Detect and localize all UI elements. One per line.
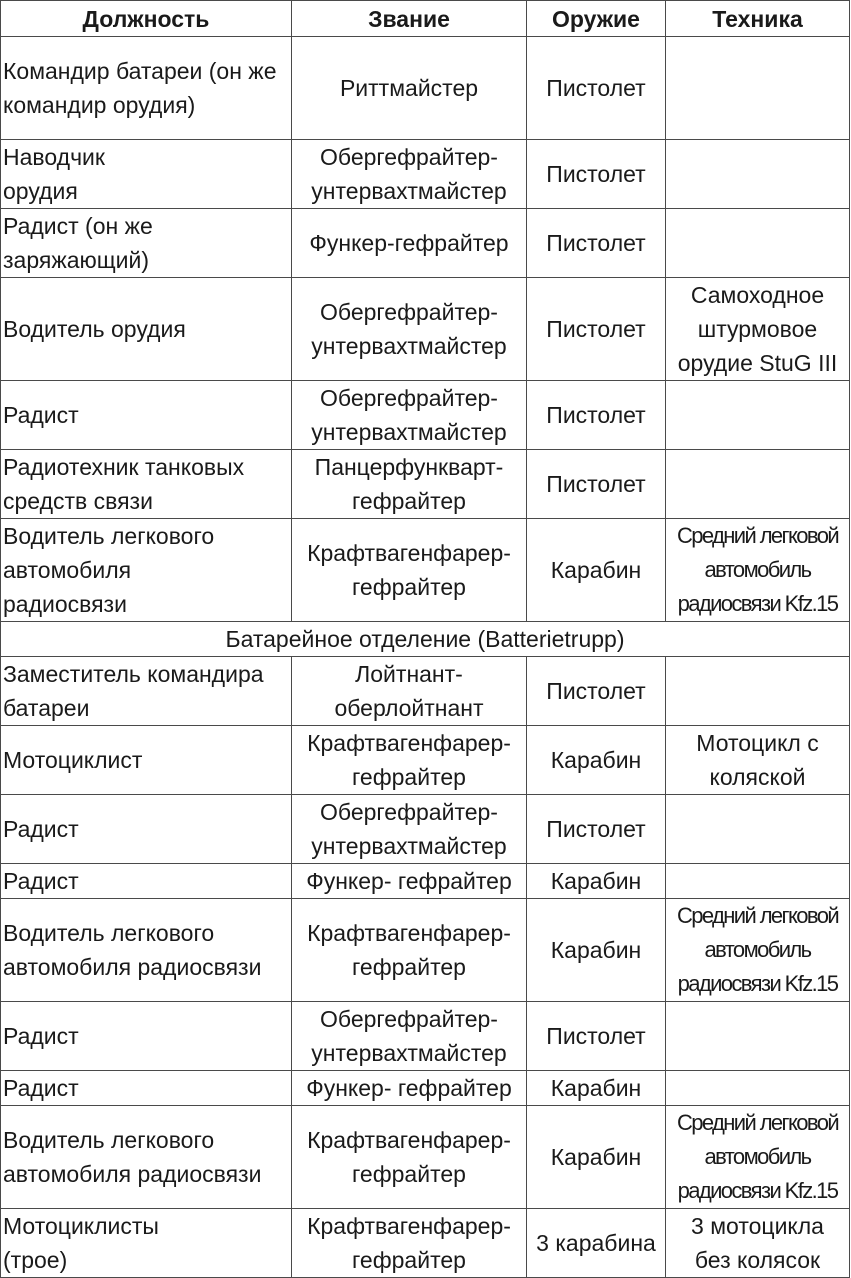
cell-rank: [292, 1106, 527, 1209]
header-rank: Звание: [292, 1, 527, 37]
header-equipment: Техника: [666, 1, 850, 37]
cell-equipment: [666, 1002, 850, 1071]
table-row: [1, 864, 850, 899]
cell-position: [1, 1209, 292, 1278]
cell-equipment: [666, 726, 850, 795]
rank-text: Лойтнант-оберлойтнант: [334, 661, 484, 721]
table-row: [1, 278, 850, 381]
cell-weapon: Пистолет: [527, 209, 666, 278]
section-title: Батарейное отделение (Batterietrupp): [1, 622, 850, 657]
cell-position: Заместитель командира батареи: [1, 657, 292, 726]
cell-rank: Функер- гефрайтер: [292, 1071, 527, 1106]
cell-weapon: Пистолет: [527, 1002, 666, 1071]
rank-text: Обергефрайтер-унтервахтмайстер: [311, 1006, 507, 1066]
cell-equipment: Средний легковой автомобиль радиосвязи Kfz.15: [666, 1106, 850, 1209]
cell-position: Командир батареи (он же командир орудия): [1, 37, 292, 140]
cell-weapon: Карабин: [527, 1071, 666, 1106]
cell-rank: Риттмайстер: [292, 37, 527, 140]
rank-text: Обергефрайтер-унтервахтмайстер: [311, 144, 507, 204]
table-row: [1, 657, 850, 726]
position-text: Мотоциклисты (трое): [3, 1213, 159, 1273]
cell-weapon: Пистолет: [527, 278, 666, 381]
cell-rank: [292, 450, 527, 519]
cell-weapon: Карабин: [527, 519, 666, 622]
cell-weapon: Пистолет: [527, 795, 666, 864]
cell-equipment: Средний легковой автомобиль радиосвязи Kfz.15: [666, 899, 850, 1002]
table-row: [1, 1002, 850, 1071]
cell-rank: [292, 519, 527, 622]
cell-position: [1, 140, 292, 209]
cell-position: Водитель легкового автомобиля радиосвязи: [1, 899, 292, 1002]
cell-rank: Функер- гефрайтер: [292, 864, 527, 899]
cell-weapon: Карабин: [527, 1106, 666, 1209]
table-row: [1, 519, 850, 622]
cell-rank: [292, 899, 527, 1002]
header-weapon: Оружие: [527, 1, 666, 37]
cell-equipment: [666, 1071, 850, 1106]
cell-equipment: [666, 381, 850, 450]
cell-rank: [292, 657, 527, 726]
cell-equipment: [666, 795, 850, 864]
rank-text: Крафтвагенфарер-гефрайтер: [307, 730, 511, 790]
table-row: [1, 1209, 850, 1278]
cell-rank: [292, 1002, 527, 1071]
cell-rank: [292, 278, 527, 381]
cell-position: Водитель легкового автомобиля радиосвязи: [1, 1106, 292, 1209]
table-row: [1, 726, 850, 795]
cell-equipment: [666, 37, 850, 140]
table-row: [1, 381, 850, 450]
cell-rank: [292, 1209, 527, 1278]
rank-text: Обергефрайтер-унтервахтмайстер: [311, 799, 507, 859]
cell-rank: [292, 726, 527, 795]
cell-position: Радиотехник танковых средств связи: [1, 450, 292, 519]
rank-text: Обергефрайтер-унтервахтмайстер: [311, 385, 507, 445]
cell-equipment: Самоходное штурмовое орудие StuG III: [666, 278, 850, 381]
equipment-text: 3 мотоцикла без колясок: [691, 1213, 824, 1273]
position-text: Водитель легкового автомобиля радиосвязи: [3, 523, 215, 617]
section-row: [1, 622, 850, 657]
table-row: [1, 37, 850, 140]
table-row: [1, 450, 850, 519]
cell-position: Радист: [1, 1071, 292, 1106]
cell-position: Мотоциклист: [1, 726, 292, 795]
cell-position: Радист: [1, 795, 292, 864]
cell-rank: [292, 381, 527, 450]
cell-equipment: Средний легковой автомобиль радиосвязи Kfz.15: [666, 519, 850, 622]
rank-text: Крафтвагенфарер-гефрайтер: [307, 540, 511, 600]
cell-weapon: Карабин: [527, 899, 666, 1002]
cell-position: Радист: [1, 864, 292, 899]
table-row: [1, 140, 850, 209]
cell-equipment: [666, 657, 850, 726]
cell-weapon: Пистолет: [527, 381, 666, 450]
rank-text: Обергефрайтер-унтервахтмайстер: [311, 299, 507, 359]
cell-weapon: Карабин: [527, 726, 666, 795]
cell-equipment: [666, 209, 850, 278]
cell-equipment: [666, 1209, 850, 1278]
table-row: [1, 1071, 850, 1106]
header-row: [1, 1, 850, 37]
cell-weapon: Пистолет: [527, 140, 666, 209]
rank-text: Панцерфункварт-гефрайтер: [314, 454, 504, 514]
table-row: [1, 795, 850, 864]
cell-weapon: Пистолет: [527, 450, 666, 519]
cell-equipment: [666, 140, 850, 209]
header-position: Должность: [1, 1, 292, 37]
equipment-text: Мотоцикл с коляской: [696, 730, 819, 790]
rank-text: Крафтвагенфарер-гефрайтер: [307, 920, 511, 980]
cell-weapon: Пистолет: [527, 657, 666, 726]
cell-weapon: 3 карабина: [527, 1209, 666, 1278]
table-row: [1, 1106, 850, 1209]
rank-text: Крафтвагенфарер-гефрайтер: [307, 1213, 511, 1273]
cell-equipment: [666, 450, 850, 519]
cell-rank: [292, 140, 527, 209]
cell-weapon: Пистолет: [527, 37, 666, 140]
rank-text: Крафтвагенфарер-гефрайтер: [307, 1127, 511, 1187]
cell-position: Водитель орудия: [1, 278, 292, 381]
cell-position: [1, 519, 292, 622]
position-text: Наводчик орудия: [3, 144, 105, 204]
cell-rank: [292, 795, 527, 864]
cell-weapon: Карабин: [527, 864, 666, 899]
cell-position: [1, 209, 292, 278]
cell-equipment: [666, 864, 850, 899]
table-row: [1, 209, 850, 278]
cell-rank: Функер-гефрайтер: [292, 209, 527, 278]
cell-position: Радист: [1, 1002, 292, 1071]
table-row: [1, 899, 850, 1002]
cell-position: Радист: [1, 381, 292, 450]
position-text: Радист (он же заряжающий): [3, 213, 153, 273]
